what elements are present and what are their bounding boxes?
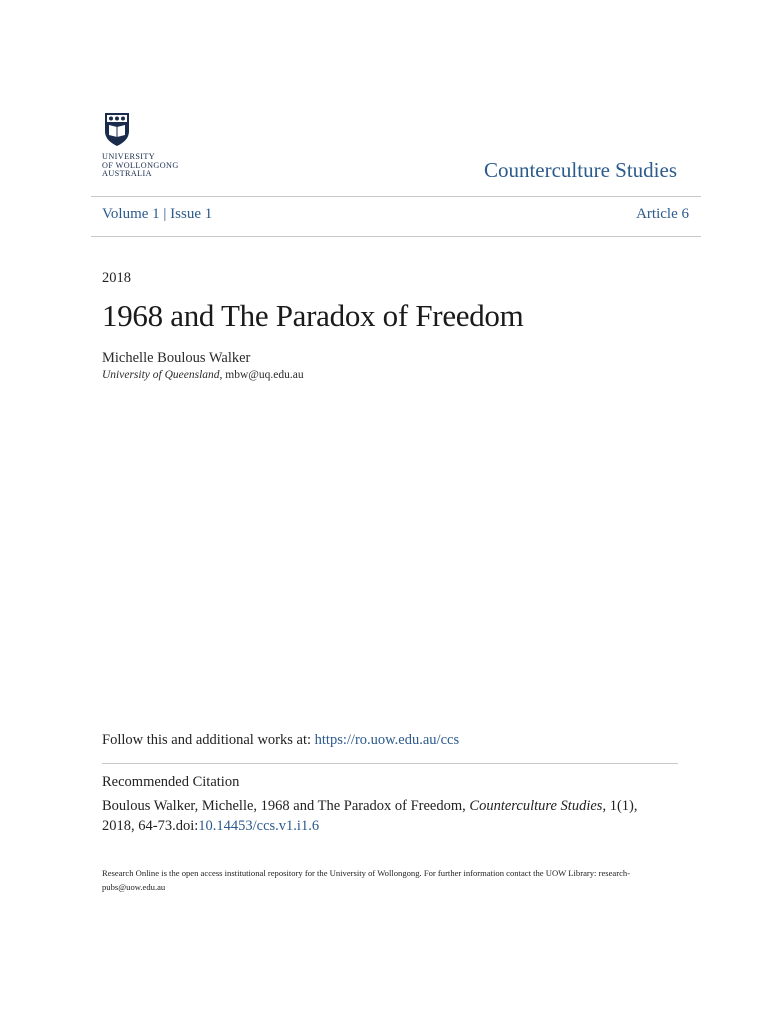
journal-title-link[interactable]: Counterculture Studies	[483, 158, 677, 182]
issue-link[interactable]: Issue 1	[170, 206, 213, 222]
volume-issue	[102, 206, 212, 223]
recommended-citation-heading: Recommended Citation	[102, 774, 240, 790]
author-affiliation	[102, 369, 304, 381]
citation-journal: Counterculture Studies	[469, 798, 603, 814]
divider	[91, 196, 701, 197]
article-link[interactable]: Article 6	[636, 206, 689, 222]
author-email: , mbw@uq.edu.au	[219, 369, 304, 381]
follow-line	[102, 732, 459, 749]
divider	[91, 236, 701, 237]
university-name: UNIVERSITY OF WOLLONGONG AUSTRALIA	[102, 152, 179, 179]
citation-text	[102, 796, 662, 836]
citation-part-a: Boulous Walker, Michelle, 1968 and The Paradox of Freedom,	[102, 798, 470, 814]
citation-part-b: , 1(1), 2018, 64-73.doi:	[102, 798, 638, 834]
university-crest-icon	[103, 111, 131, 147]
repository-footer: Research Online is the open access institutional repository for the University of Wollongong. For further information contact the UOW Library: research-pubs@uow.edu.au	[102, 868, 631, 892]
collection-link[interactable]: https://ro.uow.edu.au/ccs	[314, 732, 460, 748]
divider	[102, 763, 678, 764]
follow-label: Follow this and additional works at:	[102, 732, 315, 748]
university-logo	[102, 111, 192, 179]
publication-year: 2018	[102, 270, 131, 286]
author-name: Michelle Boulous Walker	[102, 350, 251, 366]
volume-issue-separator: |	[163, 206, 167, 222]
volume-link[interactable]: Volume 1	[102, 206, 160, 222]
doi-link[interactable]: 10.14453/ccs.v1.i1.6	[198, 818, 320, 834]
article-title: 1968 and The Paradox of Freedom	[102, 298, 524, 333]
affiliation-name: University of Queensland	[102, 369, 220, 381]
